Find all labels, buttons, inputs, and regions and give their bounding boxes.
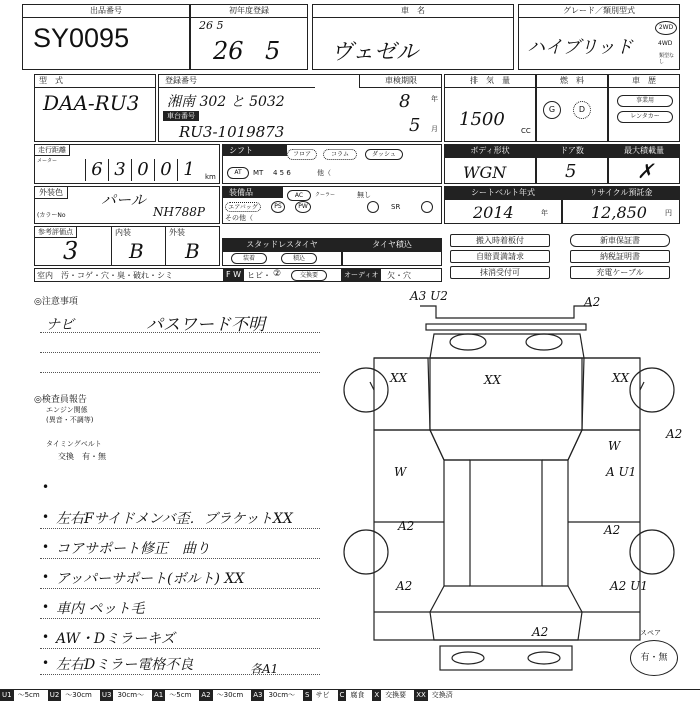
interior-value: B [129,239,144,263]
report-bullet: • [42,630,50,644]
shift-floor: フロア [287,149,317,160]
spare-circle [630,640,678,676]
mark-front-left: XX [390,371,408,385]
report-line: 左右Fサイドメンバ歪．ブラケットXX [56,511,293,527]
report-line-last-tail: 各A1 [250,662,279,676]
report-line: 左右Dミラー電格不良 [56,657,194,673]
month-unit: 月 [431,125,438,133]
mark-hood: XX [484,373,502,387]
load-value: ✗ [637,159,654,183]
equip-airbag: エアバッグ [225,202,261,212]
legend-item [199,690,247,701]
car-name-label: 車 名 [313,5,513,18]
legend-item [100,690,148,701]
equipment-box [222,186,442,224]
eval-divider-2 [165,227,166,265]
displacement-box [444,74,536,142]
model-label: 型 式 [35,75,155,88]
recycle-label: リサイクル預託金 [563,187,679,200]
report-bullet: • [42,540,50,554]
audio-label: オーディオ [341,269,381,281]
inspection-month: 5 [409,115,421,136]
doc-cancel: 抹消受付可 [450,266,550,279]
legend-item [152,690,195,701]
equip-ps: PS [271,201,285,213]
mileage-digits [85,159,200,181]
shift-at: AT [227,167,249,179]
recycle-value: 12,850 [591,203,647,222]
legend-value: 腐食 [350,691,365,699]
drive-4wd: 4WD [658,40,673,47]
equipment-label: 装備品 [223,187,283,198]
color-no-label: (カラーNo [37,212,66,219]
equip-sr: SR [391,203,401,211]
legend-value: 30cm～ [268,691,296,699]
mark-a2-left-rear: A2 [396,579,413,593]
doc-cable: 充電ケーブル [570,266,670,279]
notes-rule-2 [40,352,320,353]
first-registration-printed: 26 5 [199,19,224,32]
timing-values: 交換 有・無 [58,452,106,461]
color-box [34,186,220,224]
mark-rear-right: A2 [584,295,601,309]
legend-item [372,690,410,701]
mileage-digit: 0 [154,159,177,181]
color-value: パール [101,191,146,209]
legend-bar [0,689,700,701]
engine-label: エンジン関係 [46,406,88,414]
recycle-box [562,186,680,224]
documents-box [444,226,680,282]
evaluation-box [34,226,220,266]
body-label: ボディ形状 [445,145,535,158]
exterior-value: B [185,239,200,263]
car-name-box [312,4,514,70]
notes-line1-a: ナビ [46,317,74,333]
legend-item [414,690,457,701]
notes-line1-b: パスワード不明 [146,315,265,335]
first-registration-month: 5 [265,37,281,65]
legend-item [338,690,369,701]
legend-item [48,690,96,701]
km-unit: km [205,173,216,181]
displacement: 1500 [459,109,505,130]
seatbelt-box [444,186,562,224]
mark-w-left: W [394,465,407,479]
lot-number: SY0095 [33,23,130,53]
color-label: 外装色 [35,187,68,199]
fw-label: F W [223,269,244,281]
report-bullet: • [42,510,50,524]
recycle-unit: 円 [665,209,672,217]
chassis-label: 車台番号 [163,111,199,121]
fw-swap: 交換要 [291,270,327,281]
cc-unit: CC [521,127,531,135]
meter-label: メーター [37,158,58,164]
fuel-g-mark: G [543,101,561,119]
report-title: ◎検査員報告 [34,395,87,405]
color-code: NH788P [153,205,205,219]
equip-ltr-mark [367,201,379,213]
legend-key: C [339,691,345,699]
doors-value: 5 [565,161,577,182]
engine-sub: (異音・不調等) [46,416,94,424]
equip-cooler: クーラー [315,192,336,198]
mark-a2-rear-bumper: A2 [532,625,549,639]
notes-rule-3 [40,372,320,373]
chassis-number: RU3-1019873 [179,123,285,141]
grade-box [518,4,680,70]
doc-warranty: 新車保証書 [570,234,670,247]
doc-insurance: 自賠責満請求 [450,250,550,263]
legend-item [303,690,333,701]
mileage-label: 走行距離 [35,145,70,156]
seatbelt-value: 2014 [473,203,514,222]
legend-key: A2 [201,691,211,699]
load-box [608,144,680,184]
mileage-box [34,144,220,184]
car-name: ヴェゼル [331,40,419,65]
mark-a2-right-edge: A2 [666,427,683,441]
shift-gears: 4 5 6 [273,169,291,177]
mileage-digit: 1 [177,159,200,181]
eval-value: 3 [63,237,79,265]
mark-a-right: A U1 [606,465,637,479]
timing-label: タイミングベルト [46,440,102,448]
drive-2wd-mark: 2WD [655,21,677,35]
interior-label: 内装 [115,228,131,237]
shift-box [222,144,442,184]
model-box [34,74,156,142]
studless-fitted: 装着 [231,253,267,264]
legend-key: S [305,691,310,699]
history-label: 車 歴 [609,75,679,88]
lot-number-label: 出品番号 [23,5,189,18]
mark-w-right: W [608,439,621,453]
mark-a2-left-door: A2 [398,519,415,533]
history-business: 事業用 [617,95,673,107]
report-line: コアサポート修正 曲り [56,541,210,557]
shift-column: コラム [323,149,357,160]
grade-label: グレード／類別型式 [519,5,679,18]
report-bullet: • [42,656,50,670]
studless-box [222,238,342,266]
equip-pw: PW [295,201,311,213]
mark-front-right: XX [612,371,630,385]
legend-value: 交換要 [385,691,407,699]
report-bullet: • [42,570,50,584]
equip-aw-mark [421,201,433,213]
seatbelt-unit: 年 [541,209,548,217]
report-bullet: • [42,480,50,494]
legend-value: ～5cm [17,691,40,699]
studless-label: スタッドレスタイヤ [223,239,341,252]
shift-label: シフト [223,145,287,156]
inspection-year: 8 [399,91,411,112]
equip-ac: AC [287,190,311,201]
report-rule [40,618,320,619]
legend-key: U2 [49,691,60,699]
legend-value: ～30cm [65,691,92,699]
report-line: 車内 ペット毛 [56,601,145,617]
eval-label: 参考評価点 [35,227,77,238]
legend-value: 30cm～ [117,691,145,699]
fw-marks: ヒビ・ [247,271,271,280]
doc-tax: 納税証明書 [570,250,670,263]
year-unit: 年 [431,95,438,103]
legend-value: 交換済 [431,691,453,699]
legend-key: A1 [154,691,164,699]
legend-key: X [374,691,380,699]
fw-mark-circled: ② [273,269,282,279]
tire-load-box [342,238,442,266]
legend-value: ～30cm [216,691,244,699]
notes-rule-1 [40,332,320,333]
shift-mt: MT [253,169,264,177]
fuel-label: 燃 料 [537,75,607,88]
legend-key: U1 [2,691,12,699]
history-box [608,74,680,142]
mark-a2-right-door: A2 [604,523,621,537]
legend-key: A3 [253,691,263,699]
report-bullet: • [42,600,50,614]
shift-dash: ダッシュ [365,149,403,160]
legend-value: サビ [315,691,330,699]
equip-none: 無し [357,191,371,199]
mark-a2-right-rear: A2 U1 [610,579,648,593]
doc-plate: 搬入時着板付 [450,234,550,247]
equip-other: その他（ [225,214,253,222]
report-rule [40,528,320,529]
lot-number-box [22,4,190,70]
spare-value: 有・無 [640,653,668,663]
seatbelt-label: シートベルト年式 [445,187,561,200]
interior-marks: 室内 汚・コゲ・穴・臭・破れ・シミ [37,271,173,280]
report-rule [40,558,320,559]
mark-rear-roof: A3 U2 [410,290,448,303]
legend-key: U3 [101,691,112,699]
eval-divider-1 [111,227,112,265]
history-rental: レンタカー [617,111,673,123]
notes-title: ◎注意事項 [34,297,78,307]
body-value: WGN [463,163,507,182]
doors-box [536,144,608,184]
displacement-label: 排 気 量 [445,75,535,88]
doors-label: ドア数 [537,145,607,158]
load-label: 最大積載量 [609,145,679,158]
exterior-label: 外装 [169,228,185,237]
report-rule [40,648,320,649]
tire-load-label: タイヤ積込 [343,239,441,252]
shift-other: 他（ [317,169,331,177]
condition-row [34,268,442,282]
studless-loaded: 積込 [281,253,317,264]
report-rule [40,588,320,589]
mileage-digit: 6 [85,159,108,181]
model-code: DAA-RU3 [43,91,140,115]
legend-value: ～5cm [169,691,192,699]
fuel-d-mark: D [573,101,591,119]
legend-key: XX [416,691,426,699]
report-line: AW・Dミラーキズ [56,631,175,647]
mileage-digit: 3 [108,159,131,181]
first-registration-label: 初年度登録 [191,5,307,18]
first-registration-box [190,4,308,70]
report-line: アッパーサポート(ボルト) XX [56,571,245,587]
registration-box [158,74,442,142]
first-registration-year: 26 [213,37,244,65]
type-none: 類型なし [659,53,675,65]
legend-item [0,690,44,701]
inspection-label: 車検期限 [359,75,442,88]
registration-number: 湘南 302 と 5032 [167,94,285,110]
spare-label: スペア [640,629,661,637]
legend-item [251,690,299,701]
fuel-box [536,74,608,142]
body-box [444,144,536,184]
grade: ハイブリッド [527,37,634,58]
mileage-digit: 0 [131,159,154,181]
audio-marks: 欠・穴 [387,271,411,280]
registration-label: 登録番号 [159,75,315,88]
